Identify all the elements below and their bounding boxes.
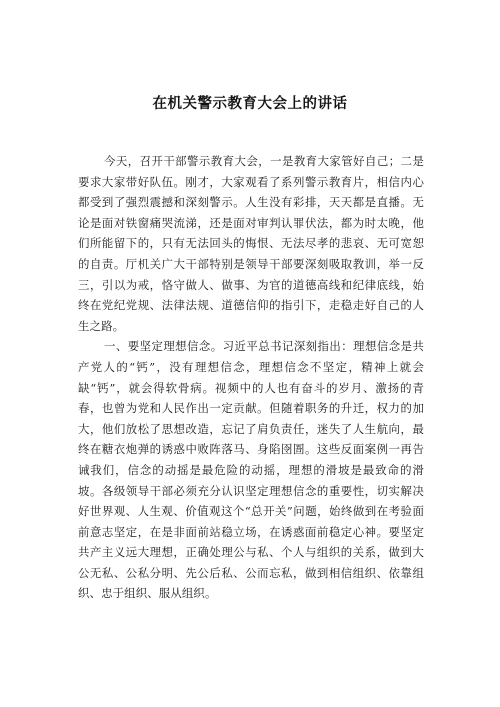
document-body (78, 151, 424, 604)
document-title: 在机关警示教育大会上的讲话 (152, 96, 348, 112)
paragraph-ideals-and-beliefs: 一、要坚定理想信念。习近平总书记深刻指出：理想信念是共产党人的“钙”，没有理想信念，理想信念不坚定，精神上就会缺“钙”，就会得软骨病。视频中的人也有奋斗的岁月、激扬的青春，也曾为党和人民作出一定贡献。但随着职务的升迁，权力的加大，他们放松了思想改造，忘记了肩负责任，迷失了人生航向，最终在糖衣炮弹的诱惑中败阵落马、身陷囹圄。这些反面案例一再告诫我们，信念的动摇是最危险的动摇，理想的滑坡是最致命的滑坡。各级领导干部必须充分认识坚定理想信念的重要性，切实解决好世界观、人生观、价值观这个“总开关”问题，始终做到在考验面前意志坚定，在是非面前站稳立场，在诱惑面前稳定心神。要坚定共产主义远大理想，正确处理公与私、个人与组织的关系，做到大公无私、公私分明、先公后私、公而忘私，做到相信组织、依靠组织、忠于组织、服从组织。 (78, 339, 424, 601)
paragraph-opening: 今天，召开干部警示教育大会，一是教育大家管好自己；二是要求大家带好队伍。刚才，大家观看了系列警示教育片，相信内心都受到了强烈震撼和深刻警示。人生没有彩排，天天都是直播。无论是面对铁窗痛哭流涕，还是面对审判认罪伏法，都为时太晚，他们所能留下的，只有无法回头的悔恨、无法尽孝的悲哀、无可宽恕的自责。厅机关广大干部特别是领导干部要深刻吸取教训，举一反三，引以为戒，恪守做人、做事、为官的道德高线和纪律底线，始终在党纪党规、法律法规、道德信仰的指引下，走稳走好自己的人生之路。 (78, 154, 424, 333)
